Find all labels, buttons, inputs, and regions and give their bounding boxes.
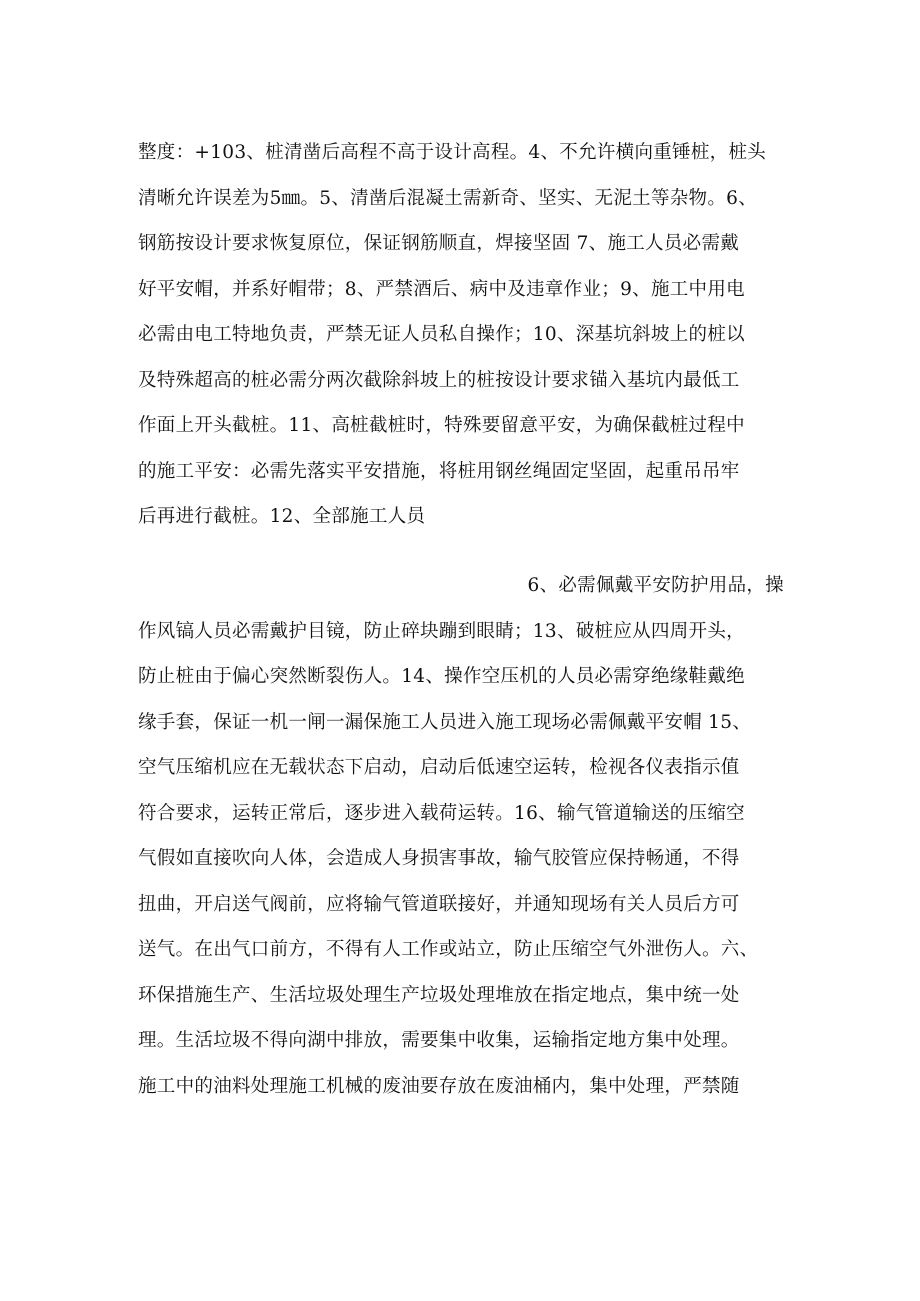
text-line: 整度：+103、桩清凿后高程不高于设计高程。4、不允许横向重锤桩，桩头	[138, 142, 767, 163]
text-line: 好平安帽，并系好帽带；8、严禁酒后、病中及违章作业；9、施工中用电	[138, 278, 745, 300]
text-line: 理。生活垃圾不得向湖中排放，需要集中收集，运输指定地方集中处理。	[138, 1030, 740, 1051]
text-line: 送气。在出气口前方，不得有人工作或站立，防止压缩空气外泄伤人。六、	[138, 939, 759, 960]
text-line: 扭曲，开启送气阀前，应将输气管道联接好，并通知现场有关人员后方可	[138, 893, 740, 915]
text-line: 作面上开头截桩。11、高桩截桩时，特殊要留意平安，为确保截桩过程中	[138, 415, 745, 436]
paragraph-1	[138, 130, 798, 540]
text-line: 后再进行截桩。12、全部施工人员	[138, 506, 426, 527]
text-line: 6、必需佩戴平安防护用品，操	[527, 575, 784, 596]
text-line: 气假如直接吹向人体，会造成人身损害事故，输气胶管应保持畅通，不得	[138, 848, 740, 869]
text-line: 作风镐人员必需戴护目镜，防止碎块蹦到眼睛；13、破桩应从四周开头，	[138, 620, 745, 642]
text-line: 及特殊超高的桩必需分两次截除斜坡上的桩按设计要求锚入基坑内最低工	[138, 369, 740, 391]
text-line: 施工中的油料处理施工机械的废油要存放在废油桶内，集中处理，严禁随	[138, 1075, 740, 1097]
text-line: 钢筋按设计要求恢复原位，保证钢筋顺直，焊接坚固 7、施工人员必需戴	[138, 233, 740, 254]
text-line: 缘手套，保证一机一闸一漏保施工人员进入施工现场必需佩戴平安帽 15、	[138, 711, 752, 733]
text-line: 清晰允许误差为5㎜。5、清凿后混凝土需新奇、坚实、无泥土等杂物。6、	[138, 187, 758, 209]
text-line: 的施工平安：必需先落实平安措施，将桩用钢丝绳固定坚固，起重吊吊牢	[138, 460, 740, 482]
text-line: 符合要求，运转正常后，逐步进入载荷运转。16、输气管道输送的压缩空	[138, 802, 745, 824]
text-line: 环保措施生产、生活垃圾处理生产垃圾处理堆放在指定地点，集中统一处	[138, 984, 740, 1006]
text-line: 必需由电工特地负责，严禁无证人员私自操作；10、深基坑斜坡上的桩以	[138, 324, 745, 345]
text-line: 防止桩由于偏心突然断裂伤人。14、操作空压机的人员必需穿绝缘鞋戴绝	[138, 666, 745, 687]
paragraph-2	[138, 563, 798, 1109]
text-line: 空气压缩机应在无载状态下启动，启动后低速空运转，检视各仪表指示值	[138, 757, 740, 778]
